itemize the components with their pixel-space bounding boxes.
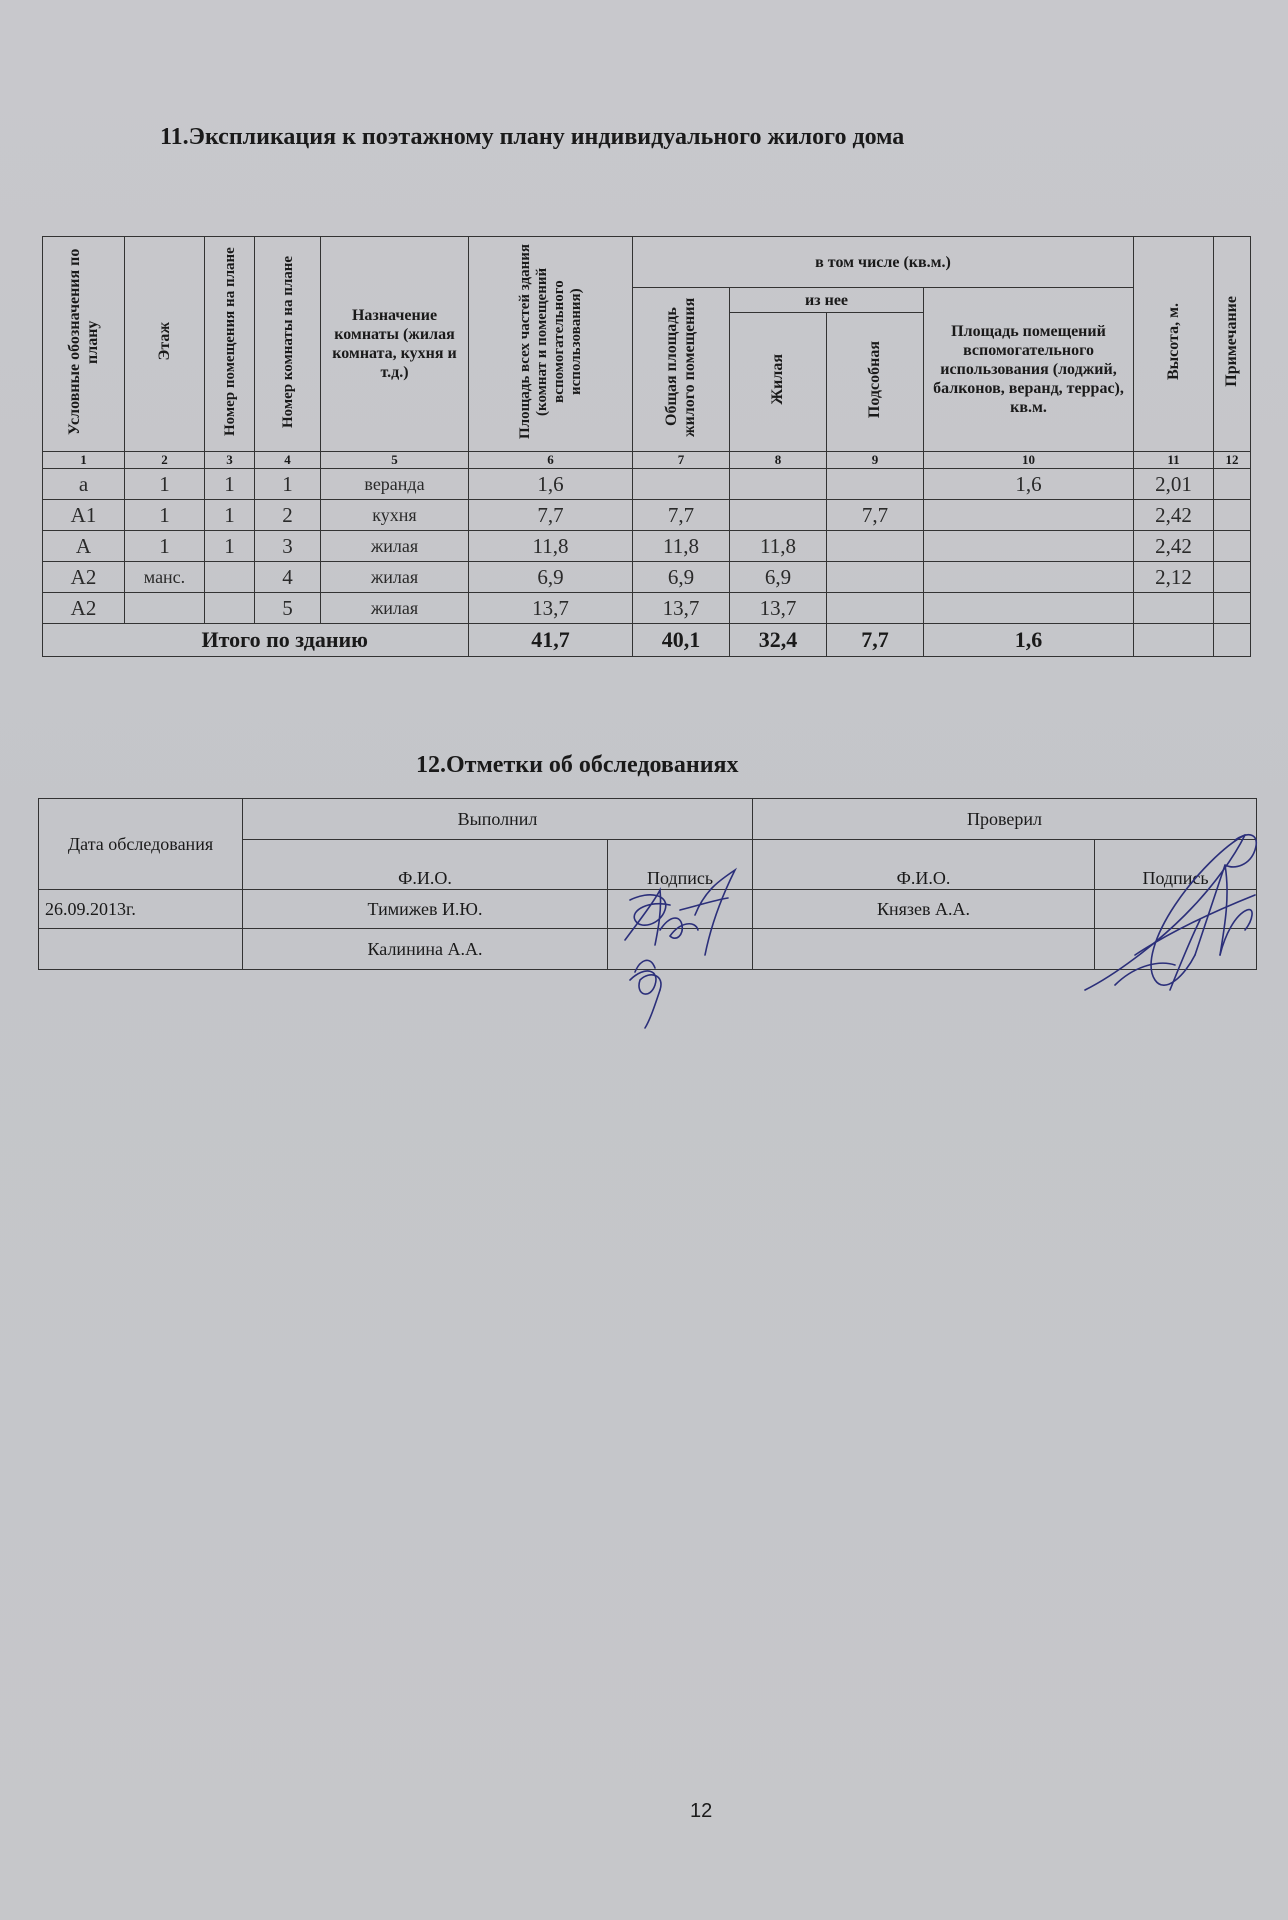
cell-living-premise-area: 6,9 [633, 562, 730, 593]
cell-floor [125, 593, 205, 624]
cell-purpose: кухня [321, 500, 469, 531]
header-group: в том числе (кв.м.) [633, 237, 1134, 288]
cell-note [1214, 562, 1251, 593]
cell-designation: А2 [43, 562, 125, 593]
cell-note [1214, 500, 1251, 531]
col-number: 2 [125, 452, 205, 469]
header-col9: Подсобная [827, 313, 924, 452]
cell-floor: 1 [125, 531, 205, 562]
col-number: 6 [469, 452, 633, 469]
header-col8: Жилая [730, 313, 827, 452]
col-number: 11 [1134, 452, 1214, 469]
cell-height: 2,01 [1134, 469, 1214, 500]
col-number: 9 [827, 452, 924, 469]
cell-living-area [730, 469, 827, 500]
cell-total-area: 13,7 [469, 593, 633, 624]
cell-height [1134, 593, 1214, 624]
cell-living-premise-area [633, 469, 730, 500]
cell-utility-area: 7,7 [827, 500, 924, 531]
checked-header: Проверил [753, 799, 1257, 840]
cell-living-premise-area: 13,7 [633, 593, 730, 624]
total-living-premise-area: 40,1 [633, 624, 730, 657]
cell-auxiliary-area: 1,6 [924, 469, 1134, 500]
cell-total-area: 7,7 [469, 500, 633, 531]
header-col10: Площадь помещений вспомогательного использования (лоджий, балконов, веранд, террас), кв.м. [924, 288, 1134, 452]
checker-name: Князев А.А. [753, 890, 1095, 929]
cell-room-no: 3 [255, 531, 321, 562]
explication-table [42, 236, 1251, 657]
total-label: Итого по зданию [43, 624, 469, 657]
cell-height: 2,42 [1134, 531, 1214, 562]
total-utility-area: 7,7 [827, 624, 924, 657]
cell-purpose: веранда [321, 469, 469, 500]
performer-name: Тимижев И.Ю. [243, 890, 608, 929]
cell-utility-area [827, 593, 924, 624]
cell-purpose: жилая [321, 593, 469, 624]
signature-knyazev-icon [1075, 815, 1275, 1015]
performed-header: Выполнил [243, 799, 753, 840]
total-note [1214, 624, 1251, 657]
cell-premise-no: 1 [205, 469, 255, 500]
table-row [43, 531, 1251, 562]
cell-room-no: 1 [255, 469, 321, 500]
cell-total-area: 1,6 [469, 469, 633, 500]
cell-purpose: жилая [321, 562, 469, 593]
cell-utility-area [827, 469, 924, 500]
performer-fio-header: Ф.И.О. [243, 840, 608, 890]
cell-utility-area [827, 531, 924, 562]
cell-floor: 1 [125, 500, 205, 531]
page-number: 12 [690, 1800, 713, 1822]
header-subgroup: из нее [730, 288, 924, 313]
cell-premise-no [205, 593, 255, 624]
table-row [43, 469, 1251, 500]
cell-designation: А [43, 531, 125, 562]
cell-auxiliary-area [924, 500, 1134, 531]
col-number: 3 [205, 452, 255, 469]
cell-utility-area [827, 562, 924, 593]
cell-living-area: 13,7 [730, 593, 827, 624]
performer-name: Калинина А.А. [243, 929, 608, 970]
date-header: Дата обследования [39, 799, 243, 890]
header-col6: Площадь всех частей здания (комнат и помещений вспомогательного использования) [469, 237, 633, 452]
cell-floor: манс. [125, 562, 205, 593]
cell-room-no: 2 [255, 500, 321, 531]
cell-auxiliary-area [924, 593, 1134, 624]
empty-date-cell [39, 929, 243, 970]
cell-note [1214, 593, 1251, 624]
section-12-title: 12.Отметки об обследованиях [416, 752, 739, 778]
column-numbers-row [43, 452, 1251, 469]
cell-premise-no [205, 562, 255, 593]
header-col7: Общая площадь жилого помещения [633, 288, 730, 452]
cell-height: 2,42 [1134, 500, 1214, 531]
col-number: 7 [633, 452, 730, 469]
col-number: 8 [730, 452, 827, 469]
cell-designation: А1 [43, 500, 125, 531]
survey-date: 26.09.2013г. [39, 890, 243, 929]
cell-living-premise-area: 11,8 [633, 531, 730, 562]
header-col1: Условные обозначения по плану [43, 237, 125, 452]
col-number: 1 [43, 452, 125, 469]
col-number: 10 [924, 452, 1134, 469]
section-11-title: 11.Экспликация к поэтажному плану индивидуального жилого дома [160, 124, 905, 150]
total-height [1134, 624, 1214, 657]
header-col4: Номер комнаты на плане [255, 237, 321, 452]
total-all-area: 41,7 [469, 624, 633, 657]
cell-note [1214, 531, 1251, 562]
cell-note [1214, 469, 1251, 500]
header-col3: Номер помещения на плане [205, 237, 255, 452]
header-col11: Высота, м. [1134, 237, 1214, 452]
cell-living-area: 6,9 [730, 562, 827, 593]
cell-floor: 1 [125, 469, 205, 500]
table-row [43, 593, 1251, 624]
col-number: 12 [1214, 452, 1251, 469]
table-row [43, 562, 1251, 593]
cell-premise-no: 1 [205, 531, 255, 562]
cell-room-no: 4 [255, 562, 321, 593]
cell-living-area [730, 500, 827, 531]
header-col2: Этаж [125, 237, 205, 452]
cell-living-premise-area: 7,7 [633, 500, 730, 531]
total-living-area: 32,4 [730, 624, 827, 657]
header-col5: Назначение комнаты (жилая комната, кухня и т.д.) [321, 237, 469, 452]
cell-total-area: 6,9 [469, 562, 633, 593]
cell-room-no: 5 [255, 593, 321, 624]
cell-total-area: 11,8 [469, 531, 633, 562]
cell-designation: а [43, 469, 125, 500]
cell-height: 2,12 [1134, 562, 1214, 593]
cell-designation: А2 [43, 593, 125, 624]
col-number: 5 [321, 452, 469, 469]
empty-checker-cell [753, 929, 1095, 970]
performer-signature-header: Подпись [608, 840, 753, 890]
col-number: 4 [255, 452, 321, 469]
total-auxiliary-area: 1,6 [924, 624, 1134, 657]
cell-auxiliary-area [924, 531, 1134, 562]
cell-premise-no: 1 [205, 500, 255, 531]
total-row [43, 624, 1251, 657]
header-col12: Примечание [1214, 237, 1251, 452]
signature-timizhev-icon [610, 860, 750, 1030]
checker-fio-header: Ф.И.О. [753, 840, 1095, 890]
cell-living-area: 11,8 [730, 531, 827, 562]
table-row [43, 500, 1251, 531]
checker-signature-header: Подпись [1095, 840, 1257, 890]
cell-auxiliary-area [924, 562, 1134, 593]
cell-purpose: жилая [321, 531, 469, 562]
